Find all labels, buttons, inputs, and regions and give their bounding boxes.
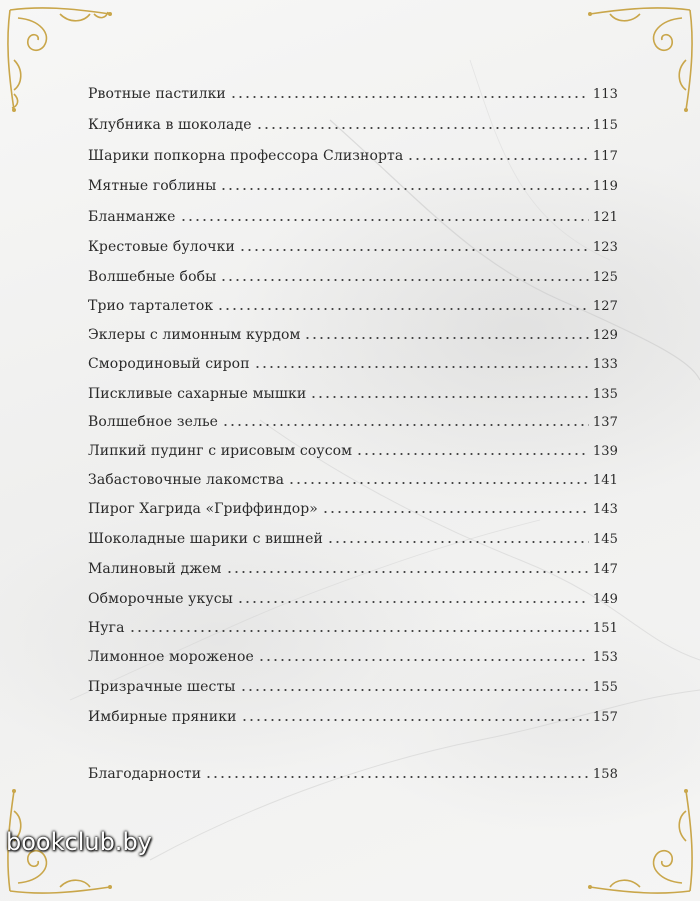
corner-ornament-bottom-right [580,781,700,901]
toc-entry-title: Малиновый джем [88,561,222,577]
toc-entry[interactable] [88,233,618,255]
toc-entry-title: Забастовочные лакомства [88,472,285,488]
toc-entry-page: 155 [592,680,618,695]
toc-entry[interactable] [88,643,618,665]
toc-leader-dots [240,689,589,691]
toc-leader-dots [304,337,588,339]
watermark: bookclub.by [6,828,152,856]
toc-entry[interactable] [88,111,618,133]
toc-entry[interactable] [88,172,618,194]
toc-entry-title: Крестовые булочки [88,239,235,255]
toc-entry[interactable] [88,760,618,782]
toc-entry-title: Волшебное зелье [88,414,219,430]
toc-entry-page: 143 [592,502,618,517]
toc-entry[interactable] [88,495,618,517]
toc-entry[interactable] [88,203,618,225]
toc-entry-title: Благодарности [88,766,202,782]
toc-leader-dots [226,571,589,573]
toc-entry-page: 137 [592,415,618,430]
toc-entry-page: 151 [592,621,618,636]
toc-entry-title: Шарики попкорна профессора Слизнорта [88,148,404,164]
toc-entry[interactable] [88,437,618,459]
toc-entry-page: 145 [592,532,618,547]
toc-leader-dots [217,308,589,310]
toc-leader-dots [310,396,589,398]
toc-entry-title: Мятные гоблины [88,178,217,194]
toc-leader-dots [205,776,589,778]
toc-entry[interactable] [88,321,618,343]
toc-leader-dots [241,719,589,721]
toc-entry[interactable] [88,585,618,607]
toc-entry-title: Рвотные пастилки [88,86,226,102]
toc-entry-title: Обморочные укусы [88,591,233,607]
toc-entry-page: 117 [592,149,618,164]
toc-entry[interactable] [88,380,618,402]
toc-leader-dots [129,630,589,632]
toc-entry-title: Бланманже [88,209,176,225]
toc-leader-dots [220,188,588,190]
toc-entry-title: Призрачные шесты [88,679,236,695]
toc-entry-page: 153 [592,650,618,665]
toc-entry[interactable] [88,673,618,695]
toc-entry-page: 127 [592,299,618,314]
toc-leader-dots [256,127,589,129]
toc-entry-page: 158 [592,767,618,782]
toc-entry-title: Шоколадные шарики с вишней [88,531,323,547]
toc-leader-dots [322,511,589,513]
toc-entry[interactable] [88,614,618,636]
toc-entry-title: Смородиновый сироп [88,356,250,372]
toc-entry-title: Нуга [88,620,125,636]
toc-leader-dots [237,601,589,603]
toc-entry[interactable] [88,466,618,488]
toc-entry-page: 139 [592,444,618,459]
toc-entry-page: 133 [592,357,618,372]
toc-entry-page: 121 [592,210,618,225]
toc-leader-dots [327,541,589,543]
toc-entry-page: 113 [592,87,618,102]
toc-leader-dots [222,424,589,426]
toc-entry-page: 125 [592,270,618,285]
toc-leader-dots [220,279,588,281]
toc-entry[interactable] [88,555,618,577]
toc-entry-page: 115 [592,118,618,133]
toc-entry[interactable] [88,80,618,102]
toc-leader-dots [239,249,589,251]
toc-entry-page: 147 [592,562,618,577]
toc-entry-page: 141 [592,473,618,488]
toc-entry-title: Волшебные бобы [88,269,217,285]
toc-entry-title: Пирог Хагрида «Гриффиндор» [88,501,318,517]
toc-entry-title: Клубника в шоколаде [88,117,252,133]
toc-entry-title: Трио тарталеток [88,298,214,314]
toc-leader-dots [254,366,589,368]
toc-entry[interactable] [88,142,618,164]
toc-leader-dots [180,219,589,221]
toc-leader-dots [407,158,589,160]
toc-entry[interactable] [88,350,618,372]
toc-entry-page: 119 [592,179,618,194]
toc-entry-page: 135 [592,387,618,402]
toc-entry[interactable] [88,525,618,547]
toc-leader-dots [258,659,589,661]
toc-entry-title: Липкий пудинг с ирисовым соусом [88,443,353,459]
toc-entry[interactable] [88,703,618,725]
toc-entry[interactable] [88,263,618,285]
toc-entry-page: 129 [592,328,618,343]
corner-ornament-top-right [580,0,700,120]
corner-ornament-top-left [0,0,120,120]
toc-entry-title: Лимонное мороженое [88,649,254,665]
toc-leader-dots [288,482,589,484]
toc-entry-page: 149 [592,592,618,607]
toc-entry[interactable] [88,408,618,430]
toc-entry-page: 123 [592,240,618,255]
toc-entry-page: 157 [592,710,618,725]
toc-leader-dots [356,453,589,455]
toc-entry[interactable] [88,292,618,314]
toc-leader-dots [230,96,589,98]
toc-entry-title: Имбирные пряники [88,709,237,725]
toc-entry-title: Эклеры с лимонным курдом [88,327,301,343]
toc-entry-title: Пискливые сахарные мышки [88,386,307,402]
